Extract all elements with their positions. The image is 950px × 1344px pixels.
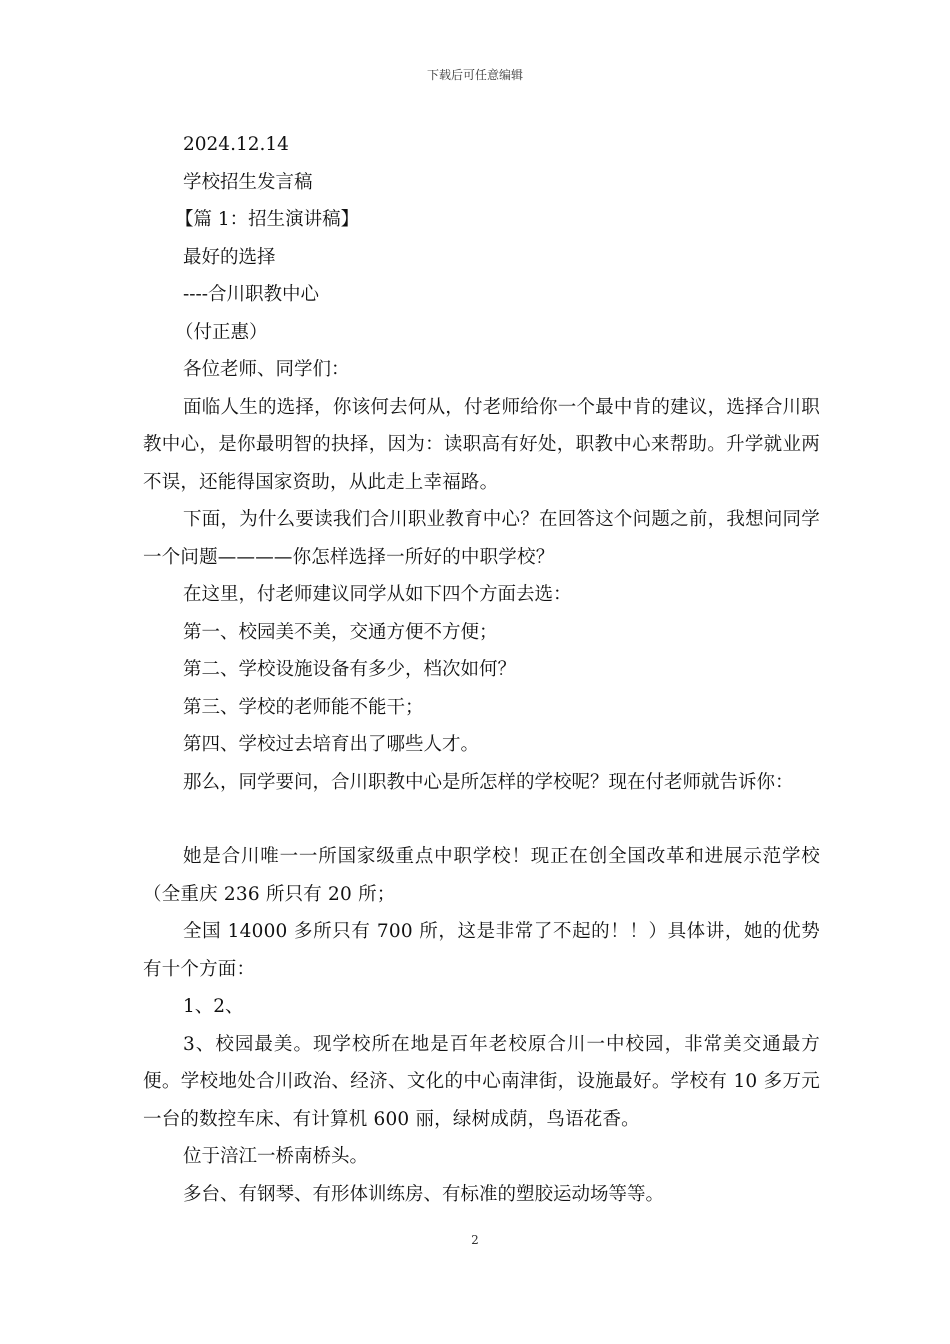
paragraph-10: 多台、有钢琴、有形体训练房、有标准的塑胶运动场等等。 <box>183 1183 665 1205</box>
paragraph-6: 全国 14000 多所只有 700 所，这是非常了不起的！！）具体讲，她的优势有十个方面： <box>143 921 820 980</box>
section-heading: 【篇 1：招生演讲稿】 <box>175 209 360 230</box>
paragraph-9: 位于涪江一桥南桥头。 <box>183 1146 369 1167</box>
paragraph-3: 在这里，付老师建议同学从如下四个方面去选： <box>183 584 572 605</box>
page-header-note: 下载后可任意编辑 <box>426 68 523 82</box>
greeting: 各位老师、同学们： <box>183 359 350 380</box>
author-line: （付正惠） <box>175 321 268 343</box>
paragraph-2: 下面，为什么要读我们合川职业教育中心？在回答这个问题之前，我想问同学一个问题————你怎样选择一所好的中职学校？ <box>143 509 820 568</box>
document-date: 2024.12.14 <box>183 134 289 155</box>
blank-line <box>143 801 820 838</box>
speech-title: 最好的选择 <box>183 246 276 268</box>
paragraph-8: 3、校园最美。现学校所在地是百年老校原合川一中校园，非常美交通最方便。学校地处合川政治、经济、文化的中心南津街，设施最好。学校有 10 多万元一台的数控车床、有计算机 600 丽，绿树成荫，鸟语花香。 <box>143 1033 820 1130</box>
paragraph-1: 面临人生的选择，你该何去何从，付老师给你一个最中肯的建议，选择合川职教中心，是你最明智的抉择，因为：读职高有好处，职教中心来帮助。升学就业两不误，还能得国家资助，从此走上幸福路。 <box>143 396 820 493</box>
paragraph-5: 她是合川唯一一所国家级重点中职学校！现正在创全国改革和进展示范学校（全重庆 236 所只有 20 所； <box>143 846 820 905</box>
list-item-3: 第三、学校的老师能不能干； <box>183 696 424 718</box>
document-body <box>143 126 820 1213</box>
page-number: 2 <box>471 1233 479 1247</box>
paragraph-7: 1、2、 <box>183 996 244 1017</box>
organization-line: ----合川职教中心 <box>183 284 320 305</box>
list-item-2: 第二、学校设施设备有多少，档次如何？ <box>183 659 517 680</box>
list-item-1: 第一、校园美不美，交通方便不方便； <box>183 621 498 643</box>
document-title: 学校招生发言稿 <box>183 171 313 193</box>
list-item-4: 第四、学校过去培育出了哪些人才。 <box>183 734 480 755</box>
paragraph-4: 那么，同学要问，合川职教中心是所怎样的学校呢？现在付老师就告诉你： <box>183 771 794 793</box>
